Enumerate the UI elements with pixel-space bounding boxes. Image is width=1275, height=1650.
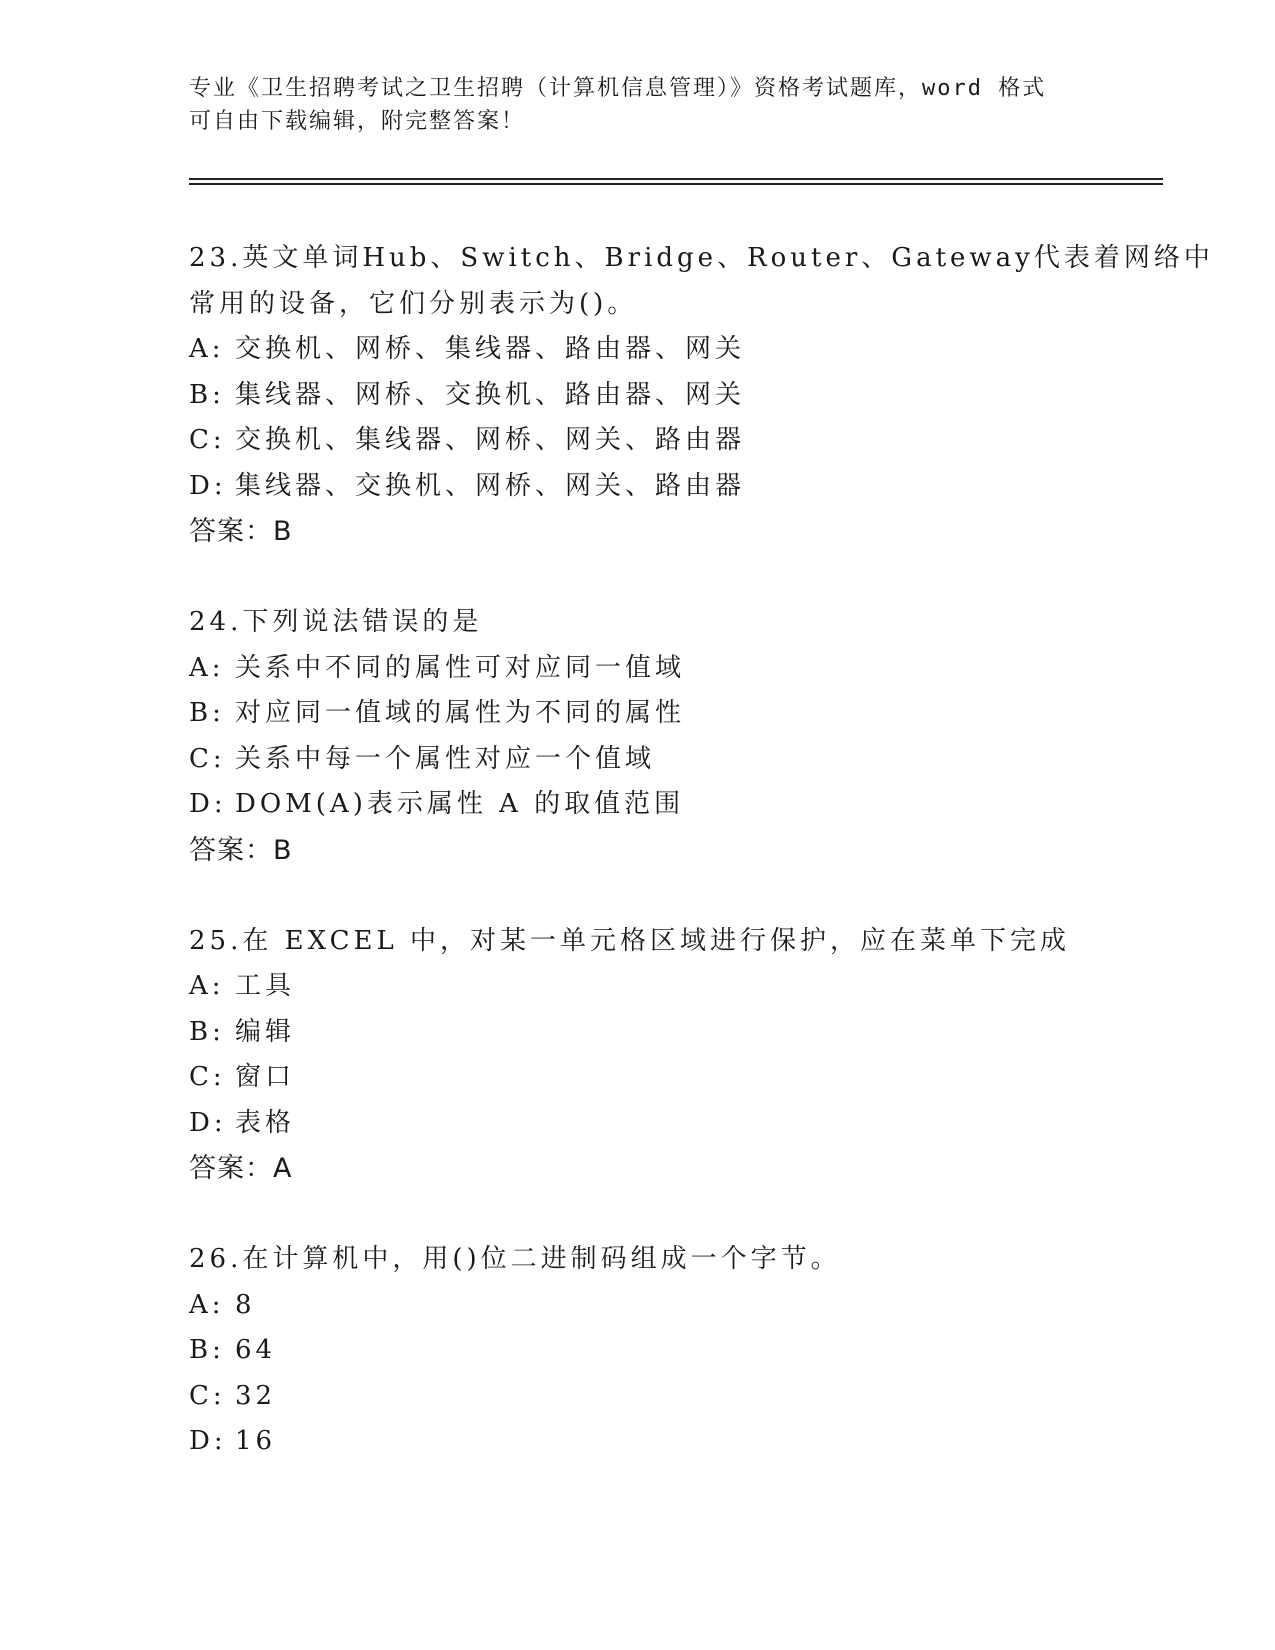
option-text: 关系中不同的属性可对应同一值域 xyxy=(235,652,686,683)
option-text: 8 xyxy=(235,1289,256,1320)
option-text: 64 xyxy=(235,1335,277,1365)
option-letter: D: xyxy=(189,789,227,819)
option-text: 工具 xyxy=(235,971,296,1001)
document-header xyxy=(189,72,1089,138)
option-letter: A: xyxy=(189,334,225,364)
option-c xyxy=(189,1374,1169,1420)
answer-line: 答案：B xyxy=(189,834,293,866)
question-stem: 26.在计算机中，用()位二进制码组成一个字节。 xyxy=(189,1244,841,1274)
option-letter: B: xyxy=(189,379,225,410)
option-letter: C: xyxy=(189,1062,226,1092)
option-a xyxy=(189,327,1169,373)
option-text: DOM(A)表示属性 A 的取值范围 xyxy=(235,789,685,819)
option-d xyxy=(189,1419,1169,1465)
option-text: 集线器、交换机、网桥、网关、路由器 xyxy=(235,470,746,501)
option-text: 关系中每一个属性对应一个值域 xyxy=(235,743,656,774)
option-letter: C: xyxy=(189,425,226,455)
option-letter: A: xyxy=(189,652,225,683)
option-letter: D: xyxy=(189,470,227,501)
option-text: 交换机、网桥、集线器、路由器、网关 xyxy=(235,334,746,364)
answer-line: 答案：A xyxy=(189,1153,293,1184)
option-letter: B: xyxy=(189,698,225,728)
question-list xyxy=(189,236,1214,1511)
header-line-2: 可自由下载编辑，附完整答案！ xyxy=(189,109,526,134)
question-stem: 24.下列说法错误的是 xyxy=(189,607,483,637)
option-a xyxy=(189,646,1169,692)
option-text: 集线器、网桥、交换机、路由器、网关 xyxy=(235,379,746,410)
header-rule-bottom xyxy=(189,183,1163,185)
option-letter: D: xyxy=(189,1107,227,1138)
question-26 xyxy=(189,1237,1169,1465)
question-23 xyxy=(189,236,1214,554)
option-text: 对应同一值域的属性为不同的属性 xyxy=(235,698,686,728)
option-text: 16 xyxy=(235,1426,277,1456)
option-text: 交换机、集线器、网桥、网关、路由器 xyxy=(235,425,746,455)
option-text: 32 xyxy=(235,1380,277,1411)
question-stem: 23.英文单词Hub、Switch、Bridge、Router、Gateway代表着网络中 xyxy=(189,243,1214,273)
option-letter: A: xyxy=(189,1289,225,1320)
question-stem-continued: 常用的设备，它们分别表示为()。 xyxy=(189,288,638,319)
option-text: 窗口 xyxy=(235,1062,296,1092)
option-text: 编辑 xyxy=(235,1016,296,1047)
header-line-1: 专业《卫生招聘考试之卫生招聘（计算机信息管理）》资格考试题库，word 格式 xyxy=(189,76,1047,101)
option-a xyxy=(189,1283,1169,1329)
option-letter: B: xyxy=(189,1335,225,1365)
option-c xyxy=(189,1055,1169,1101)
option-text: 表格 xyxy=(235,1107,296,1138)
option-c xyxy=(189,737,1169,783)
option-d xyxy=(189,464,1169,510)
option-c xyxy=(189,418,1169,464)
option-letter: A: xyxy=(189,971,225,1001)
option-letter: D: xyxy=(189,1426,227,1456)
option-d xyxy=(189,1101,1169,1147)
answer-line: 答案：B xyxy=(189,516,293,547)
option-letter: C: xyxy=(189,1380,226,1411)
option-b xyxy=(189,1010,1169,1056)
question-stem: 25.在 EXCEL 中，对某一单元格区域进行保护，应在菜单下完成 xyxy=(189,925,1071,956)
option-b xyxy=(189,691,1169,737)
option-letter: C: xyxy=(189,743,226,774)
option-b xyxy=(189,373,1169,419)
question-24 xyxy=(189,600,1169,873)
option-b xyxy=(189,1328,1169,1374)
option-letter: B: xyxy=(189,1016,225,1047)
option-d xyxy=(189,782,1169,828)
question-25 xyxy=(189,919,1169,1192)
option-a xyxy=(189,964,1169,1010)
header-rule-top xyxy=(189,178,1163,180)
